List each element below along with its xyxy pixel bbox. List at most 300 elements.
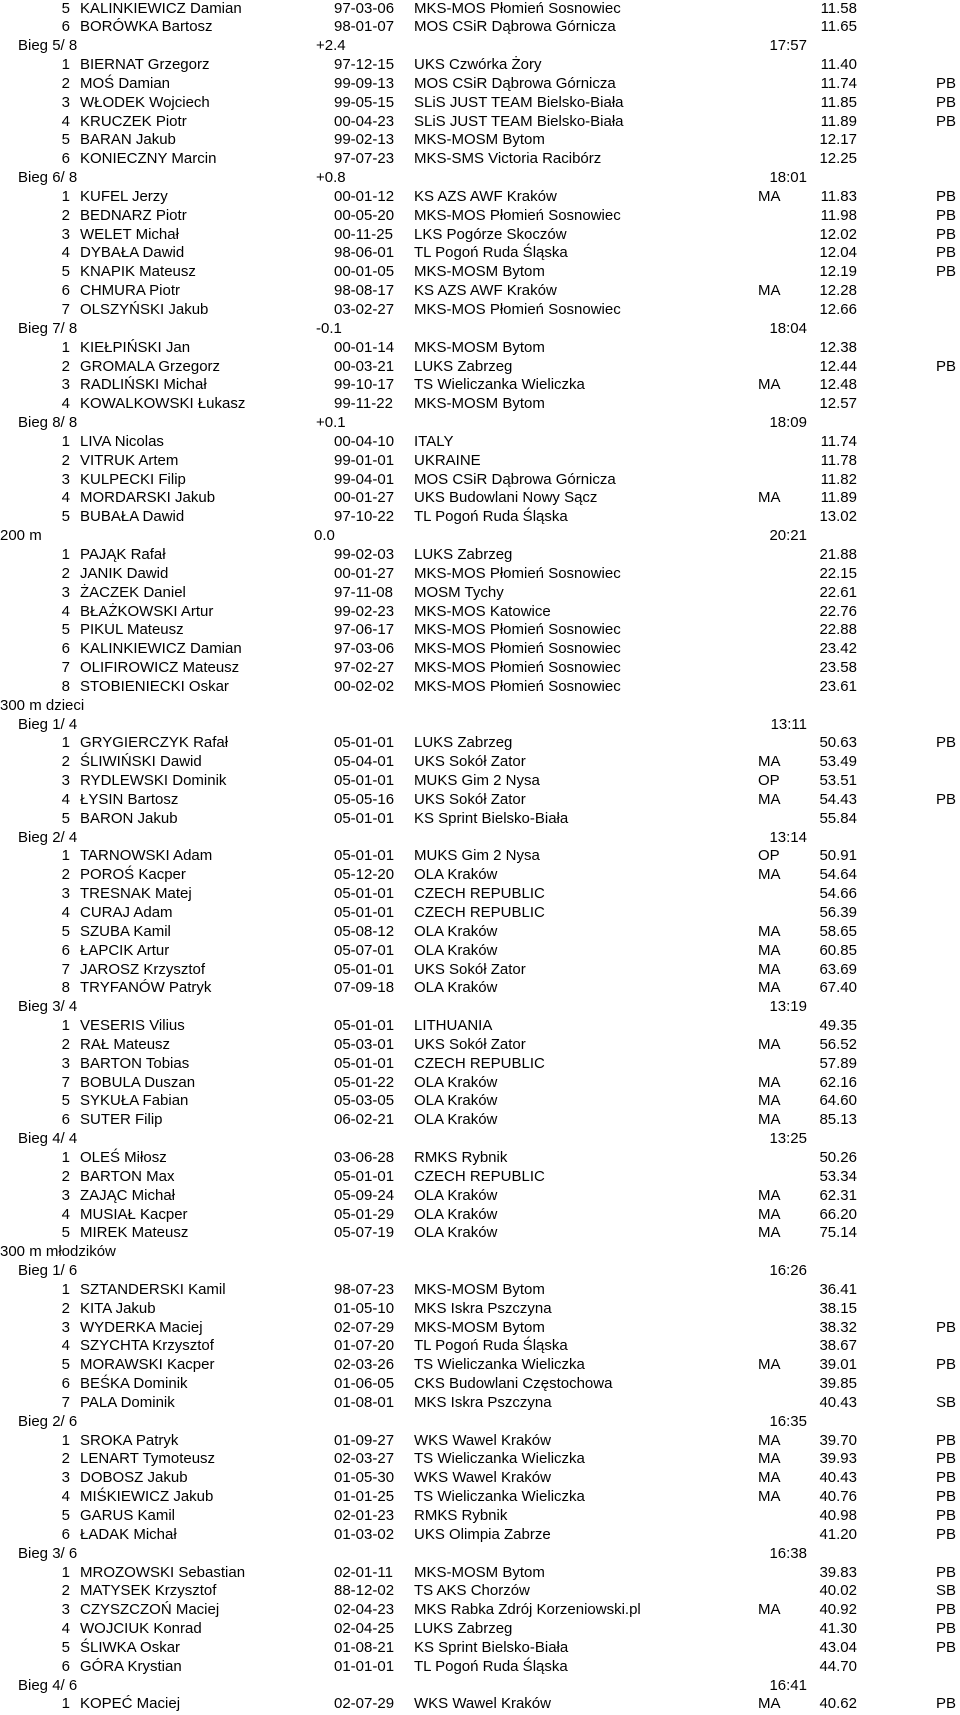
athlete-row xyxy=(0,339,960,358)
place-number: 5 xyxy=(61,922,70,940)
athlete-row xyxy=(0,1224,960,1243)
place-number: 3 xyxy=(61,1054,70,1072)
wind-value: +0.1 xyxy=(316,414,346,432)
start-time: 18:04 xyxy=(769,319,807,337)
club-name: KS Sprint Bielsko-Biała xyxy=(414,1638,569,1656)
place-number: 7 xyxy=(61,301,70,318)
place-number: 4 xyxy=(61,1205,70,1223)
athlete-row xyxy=(0,358,960,377)
athlete-name: CZYSZCZOŃ Maciej xyxy=(80,1601,220,1619)
athlete-row xyxy=(0,1432,960,1451)
birth-date: 97-03-06 xyxy=(334,0,395,17)
athlete-row xyxy=(0,961,960,980)
athlete-row xyxy=(0,18,960,37)
place-number: 1 xyxy=(61,1431,70,1449)
birth-date: 05-03-05 xyxy=(334,1092,395,1110)
athlete-name: ŁYSIN Bartosz xyxy=(80,790,179,808)
heat-header xyxy=(0,1677,960,1696)
birth-date: 01-01-01 xyxy=(334,1657,395,1675)
result-time: 75.14 xyxy=(819,1224,857,1242)
record-flag: SB xyxy=(936,1582,957,1600)
athlete-row xyxy=(0,1168,960,1187)
place-number: 5 xyxy=(61,1356,70,1374)
result-time: 11.89 xyxy=(820,112,857,130)
athlete-name: ŁAPCIK Artur xyxy=(80,941,170,959)
athlete-name: KRUCZEK Piotr xyxy=(80,112,187,130)
place-number: 6 xyxy=(61,640,70,658)
record-flag: PB xyxy=(936,1620,957,1638)
club-name: UKS Olimpia Zabrze xyxy=(414,1525,551,1543)
record-flag: PB xyxy=(936,263,957,281)
birth-date: 00-11-25 xyxy=(334,225,393,243)
result-time: 39.70 xyxy=(819,1431,857,1449)
place-number: 7 xyxy=(61,659,70,677)
birth-date: 03-02-27 xyxy=(334,301,395,318)
place-number: 3 xyxy=(61,583,70,601)
club-name: MKS-MOS Płomień Sosnowiec xyxy=(414,621,621,639)
club-name: WKS Wawel Kraków xyxy=(414,1695,551,1713)
place-number: 6 xyxy=(61,18,70,36)
category-code: MA xyxy=(758,1601,781,1619)
result-time: 40.02 xyxy=(819,1582,857,1600)
athlete-row xyxy=(0,376,960,395)
start-time: 13:14 xyxy=(769,828,807,846)
place-number: 6 xyxy=(61,282,70,300)
place-number: 4 xyxy=(61,112,70,130)
category-code: MA xyxy=(758,1035,781,1053)
wind-value: +2.4 xyxy=(316,37,346,55)
club-name: LKS Pogórze Skoczów xyxy=(414,225,567,243)
birth-date: 06-02-21 xyxy=(334,1111,395,1129)
birth-date: 99-02-03 xyxy=(334,545,395,563)
record-flag: PB xyxy=(936,357,957,375)
result-time: 50.63 xyxy=(819,734,857,752)
club-name: MKS Rabka Zdrój Korzeniowski.pl xyxy=(414,1601,641,1619)
athlete-name: WŁODEK Wojciech xyxy=(80,93,210,111)
birth-date: 97-03-06 xyxy=(334,640,395,658)
result-time: 11.83 xyxy=(820,187,857,205)
start-time: 16:38 xyxy=(769,1544,807,1562)
birth-date: 05-01-29 xyxy=(334,1205,395,1223)
athlete-name: LENART Tymoteusz xyxy=(80,1450,216,1468)
club-name: OLA Kraków xyxy=(414,1111,498,1129)
category-code: MA xyxy=(758,187,781,205)
result-time: 44.70 xyxy=(819,1657,857,1675)
heat-title: Bieg 5/ 8 xyxy=(18,37,78,55)
place-number: 2 xyxy=(61,1299,70,1317)
place-number: 1 xyxy=(61,1017,70,1035)
heat-header xyxy=(0,320,960,339)
athlete-name: JAROSZ Krzysztof xyxy=(80,960,206,978)
club-name: MOSM Tychy xyxy=(414,583,504,601)
place-number: 1 xyxy=(61,1563,70,1581)
category-code: MA xyxy=(758,282,781,300)
athlete-name: MIREK Mateusz xyxy=(80,1224,189,1242)
athlete-row xyxy=(0,603,960,622)
place-number: 4 xyxy=(61,904,70,921)
heat-header xyxy=(0,716,960,735)
athlete-row xyxy=(0,565,960,584)
place-number: 5 xyxy=(61,1638,70,1656)
athlete-name: BARTON Tobias xyxy=(80,1054,190,1072)
athlete-name: MATYSEK Krzysztof xyxy=(80,1582,217,1600)
athlete-row xyxy=(0,1319,960,1338)
place-number: 3 xyxy=(61,225,70,243)
place-number: 1 xyxy=(61,1280,70,1298)
athlete-name: WYDERKA Maciej xyxy=(80,1318,203,1336)
athlete-row xyxy=(0,94,960,113)
birth-date: 05-01-01 xyxy=(334,809,395,827)
record-flag: PB xyxy=(936,74,957,92)
category-code: MA xyxy=(758,489,781,507)
place-number: 4 xyxy=(61,244,70,262)
athlete-row xyxy=(0,1337,960,1356)
place-number: 2 xyxy=(61,1167,70,1185)
athlete-name: GROMALA Grzegorz xyxy=(80,357,221,375)
wind-value: +0.8 xyxy=(316,169,346,187)
athlete-row xyxy=(0,1017,960,1036)
place-number: 4 xyxy=(61,1337,70,1355)
club-name: MKS-MOS Katowice xyxy=(414,602,551,620)
result-time: 12.44 xyxy=(819,357,857,375)
birth-date: 97-12-15 xyxy=(334,56,395,74)
birth-date: 99-02-23 xyxy=(334,602,395,620)
result-time: 11.40 xyxy=(820,56,857,74)
athlete-name: PALA Dominik xyxy=(80,1393,175,1411)
birth-date: 00-05-20 xyxy=(334,206,395,224)
birth-date: 00-02-02 xyxy=(334,677,395,695)
category-code: MA xyxy=(758,753,781,771)
birth-date: 02-01-11 xyxy=(334,1563,393,1581)
athlete-name: BORÓWKA Bartosz xyxy=(80,18,213,36)
athlete-name: TRYFANÓW Patryk xyxy=(80,979,212,997)
athlete-row xyxy=(0,471,960,490)
club-name: MKS-SMS Victoria Racibórz xyxy=(414,150,602,168)
result-time: 66.20 xyxy=(819,1205,857,1223)
result-time: 60.85 xyxy=(819,941,857,959)
birth-date: 02-01-23 xyxy=(334,1507,395,1524)
category-code: MA xyxy=(758,922,781,940)
athlete-row xyxy=(0,734,960,753)
place-number: 2 xyxy=(61,564,70,582)
record-flag: PB xyxy=(936,187,957,205)
club-name: KS AZS AWF Kraków xyxy=(414,282,557,300)
athlete-row xyxy=(0,942,960,961)
athlete-row xyxy=(0,904,960,923)
athlete-name: BEŚKA Dominik xyxy=(80,1375,188,1393)
birth-date: 05-01-22 xyxy=(334,1073,395,1091)
event-header xyxy=(0,697,960,716)
athlete-name: BARTON Max xyxy=(80,1167,175,1185)
club-name: MUKS Gim 2 Nysa xyxy=(414,772,540,790)
birth-date: 97-10-22 xyxy=(334,508,395,526)
place-number: 4 xyxy=(61,790,70,808)
start-time: 20:21 xyxy=(769,527,807,545)
result-time: 11.74 xyxy=(820,74,857,92)
birth-date: 05-01-01 xyxy=(334,734,395,752)
athlete-name: KOWALKOWSKI Łukasz xyxy=(80,395,246,413)
place-number: 2 xyxy=(61,866,70,884)
club-name: OLA Kraków xyxy=(414,1073,498,1091)
place-number: 1 xyxy=(61,187,70,205)
place-number: 4 xyxy=(61,489,70,507)
athlete-name: RYDLEWSKI Dominik xyxy=(80,772,227,790)
athlete-name: MROZOWSKI Sebastian xyxy=(80,1563,246,1581)
club-name: SLiS JUST TEAM Bielsko-Biała xyxy=(414,93,624,111)
place-number: 3 xyxy=(61,1186,70,1204)
club-name: LUKS Zabrzeg xyxy=(414,1620,513,1638)
result-time: 22.88 xyxy=(819,621,857,639)
result-time: 11.98 xyxy=(820,206,857,224)
result-time: 21.88 xyxy=(819,545,857,563)
result-time: 39.85 xyxy=(819,1375,857,1393)
athlete-name: BUBAŁA Dawid xyxy=(80,508,185,526)
place-number: 4 xyxy=(61,1488,70,1506)
heat-title: Bieg 1/ 6 xyxy=(18,1262,78,1280)
club-name: OLA Kraków xyxy=(414,866,498,884)
place-number: 6 xyxy=(61,1111,70,1129)
wind-value: 0.0 xyxy=(314,527,335,545)
result-time: 58.65 xyxy=(819,922,857,940)
athlete-name: PIKUL Mateusz xyxy=(80,621,184,639)
place-number: 7 xyxy=(61,1073,70,1091)
athlete-name: KOPEĆ Maciej xyxy=(80,1695,181,1713)
athlete-row xyxy=(0,640,960,659)
place-number: 2 xyxy=(61,1582,70,1600)
place-number: 1 xyxy=(61,338,70,356)
birth-date: 99-01-01 xyxy=(334,451,395,469)
result-time: 56.39 xyxy=(819,904,857,921)
athlete-name: KUFEL Jerzy xyxy=(80,187,168,205)
club-name: MKS Iskra Pszczyna xyxy=(414,1393,552,1411)
start-time: 17:57 xyxy=(769,37,807,55)
athlete-row xyxy=(0,1620,960,1639)
club-name: OLA Kraków xyxy=(414,1092,498,1110)
birth-date: 98-01-07 xyxy=(334,18,395,36)
result-time: 54.43 xyxy=(819,790,857,808)
heat-header xyxy=(0,1545,960,1564)
club-name: MKS-MOS Płomień Sosnowiec xyxy=(414,677,621,695)
place-number: 6 xyxy=(61,1657,70,1675)
place-number: 8 xyxy=(61,979,70,997)
birth-date: 01-09-27 xyxy=(334,1431,395,1449)
birth-date: 00-01-27 xyxy=(334,489,395,507)
start-time: 16:35 xyxy=(769,1412,807,1430)
birth-date: 99-10-17 xyxy=(334,376,395,394)
club-name: LITHUANIA xyxy=(414,1017,493,1035)
athlete-row xyxy=(0,1074,960,1093)
category-code: MA xyxy=(758,1431,781,1449)
athlete-row xyxy=(0,1187,960,1206)
athlete-name: MORAWSKI Kacper xyxy=(80,1356,215,1374)
athlete-row xyxy=(0,131,960,150)
record-flag: PB xyxy=(936,1469,957,1487)
athlete-name: ZAJĄC Michał xyxy=(80,1186,176,1204)
place-number: 5 xyxy=(61,263,70,281)
result-time: 40.76 xyxy=(819,1488,857,1506)
category-code: MA xyxy=(758,1205,781,1223)
record-flag: PB xyxy=(936,1356,957,1374)
heat-header xyxy=(0,37,960,56)
result-time: 55.84 xyxy=(819,809,857,827)
club-name: OLA Kraków xyxy=(414,1205,498,1223)
athlete-name: ŁADAK Michał xyxy=(80,1525,177,1543)
athlete-row xyxy=(0,56,960,75)
athlete-row xyxy=(0,1526,960,1545)
birth-date: 02-07-29 xyxy=(334,1695,395,1713)
athlete-name: LIVA Nicolas xyxy=(80,432,164,450)
club-name: OLA Kraków xyxy=(414,941,498,959)
category-code: MA xyxy=(758,941,781,959)
result-time: 40.98 xyxy=(819,1507,857,1524)
result-time: 11.74 xyxy=(820,432,857,450)
place-number: 3 xyxy=(61,1601,70,1619)
athlete-name: OLSZYŃSKI Jakub xyxy=(80,301,209,318)
place-number: 5 xyxy=(61,1224,70,1242)
club-name: TL Pogoń Ruda Śląska xyxy=(414,508,568,526)
record-flag: PB xyxy=(936,1695,957,1713)
category-code: MA xyxy=(758,1111,781,1129)
birth-date: 01-05-30 xyxy=(334,1469,395,1487)
athlete-row xyxy=(0,1469,960,1488)
athlete-row xyxy=(0,150,960,169)
athlete-row xyxy=(0,433,960,452)
record-flag: PB xyxy=(936,244,957,262)
club-name: WKS Wawel Kraków xyxy=(414,1431,551,1449)
club-name: TL Pogoń Ruda Śląska xyxy=(414,1337,568,1355)
birth-date: 01-05-10 xyxy=(334,1299,395,1317)
club-name: MKS-MOS Płomień Sosnowiec xyxy=(414,659,621,677)
start-time: 16:41 xyxy=(769,1676,807,1694)
club-name: MKS-MOSM Bytom xyxy=(414,338,545,356)
club-name: MKS-MOSM Bytom xyxy=(414,131,545,149)
athlete-row xyxy=(0,1394,960,1413)
club-name: CZECH REPUBLIC xyxy=(414,904,545,921)
category-code: MA xyxy=(758,790,781,808)
birth-date: 05-01-01 xyxy=(334,1167,395,1185)
record-flag: PB xyxy=(936,1638,957,1656)
result-time: 13.02 xyxy=(819,508,857,526)
birth-date: 99-02-13 xyxy=(334,131,395,149)
birth-date: 05-03-01 xyxy=(334,1035,395,1053)
athlete-name: SYKUŁA Fabian xyxy=(80,1092,189,1110)
result-time: 40.62 xyxy=(819,1695,857,1713)
club-name: MKS-MOS Płomień Sosnowiec xyxy=(414,564,621,582)
heat-header xyxy=(0,1262,960,1281)
athlete-row xyxy=(0,282,960,301)
athlete-row xyxy=(0,1092,960,1111)
club-name: MKS-MOS Płomień Sosnowiec xyxy=(414,206,621,224)
birth-date: 05-01-01 xyxy=(334,885,395,903)
athlete-name: ŚLIWKA Oskar xyxy=(80,1638,181,1656)
record-flag: PB xyxy=(936,1318,957,1336)
athlete-name: VESERIS Vilius xyxy=(80,1017,185,1035)
athlete-name: RAŁ Mateusz xyxy=(80,1035,171,1053)
record-flag: SB xyxy=(936,1393,957,1411)
event-header xyxy=(0,1243,960,1262)
athlete-row xyxy=(0,489,960,508)
birth-date: 98-08-17 xyxy=(334,282,395,300)
athlete-row xyxy=(0,0,960,18)
result-time: 53.49 xyxy=(819,753,857,771)
athlete-row xyxy=(0,546,960,565)
athlete-row xyxy=(0,1149,960,1168)
birth-date: 02-03-26 xyxy=(334,1356,395,1374)
start-time: 18:09 xyxy=(769,414,807,432)
athlete-name: VITRUK Artem xyxy=(80,451,179,469)
record-flag: PB xyxy=(936,734,957,752)
birth-date: 05-08-12 xyxy=(334,922,395,940)
heat-title: Bieg 2/ 6 xyxy=(18,1412,78,1430)
athlete-row xyxy=(0,207,960,226)
birth-date: 05-01-01 xyxy=(334,904,395,921)
result-time: 50.91 xyxy=(819,847,857,865)
birth-date: 02-04-25 xyxy=(334,1620,395,1638)
club-name: TL Pogoń Ruda Śląska xyxy=(414,244,568,262)
birth-date: 98-06-01 xyxy=(334,244,395,262)
place-number: 5 xyxy=(61,508,70,526)
club-name: OLA Kraków xyxy=(414,922,498,940)
place-number: 1 xyxy=(61,56,70,74)
birth-date: 01-08-21 xyxy=(334,1638,395,1656)
athlete-row xyxy=(0,1488,960,1507)
athlete-name: BIERNAT Grzegorz xyxy=(80,56,210,74)
club-name: RMKS Rybnik xyxy=(414,1148,508,1166)
club-name: UKS Budowlani Nowy Sącz xyxy=(414,489,598,507)
birth-date: 02-03-27 xyxy=(334,1450,395,1468)
result-time: 64.60 xyxy=(819,1092,857,1110)
athlete-name: RADLIŃSKI Michał xyxy=(80,376,207,394)
birth-date: 00-04-23 xyxy=(334,112,395,130)
club-name: WKS Wawel Kraków xyxy=(414,1469,551,1487)
place-number: 2 xyxy=(61,206,70,224)
club-name: MOS CSiR Dąbrowa Górnicza xyxy=(414,18,616,36)
birth-date: 05-07-01 xyxy=(334,941,395,959)
athlete-row xyxy=(0,885,960,904)
club-name: UKS Czwórka Żory xyxy=(414,56,542,74)
birth-date: 05-12-20 xyxy=(334,866,395,884)
result-time: 56.52 xyxy=(819,1035,857,1053)
club-name: LUKS Zabrzeg xyxy=(414,545,513,563)
result-time: 22.15 xyxy=(819,564,857,582)
athlete-row xyxy=(0,753,960,772)
place-number: 1 xyxy=(61,1695,70,1713)
result-time: 22.76 xyxy=(819,602,857,620)
athlete-name: BARAN Jakub xyxy=(80,131,176,149)
category-code: MA xyxy=(758,1092,781,1110)
club-name: TS AKS Chorzów xyxy=(414,1582,530,1600)
athlete-row xyxy=(0,678,960,697)
category-code: MA xyxy=(758,1450,781,1468)
place-number: 7 xyxy=(61,960,70,978)
club-name: OLA Kraków xyxy=(414,1186,498,1204)
result-time: 11.58 xyxy=(820,0,857,17)
birth-date: 05-05-16 xyxy=(334,790,395,808)
result-time: 50.26 xyxy=(819,1148,857,1166)
club-name: MKS-MOS Płomień Sosnowiec xyxy=(414,301,621,318)
result-time: 62.31 xyxy=(819,1186,857,1204)
result-time: 11.78 xyxy=(820,451,857,469)
place-number: 5 xyxy=(61,131,70,149)
category-code: MA xyxy=(758,1224,781,1242)
athlete-row xyxy=(0,395,960,414)
record-flag: PB xyxy=(936,206,957,224)
athlete-name: PAJĄK Rafał xyxy=(80,545,166,563)
result-time: 40.92 xyxy=(819,1601,857,1619)
result-time: 38.15 xyxy=(819,1299,857,1317)
place-number: 5 xyxy=(61,1507,70,1524)
result-time: 63.69 xyxy=(819,960,857,978)
